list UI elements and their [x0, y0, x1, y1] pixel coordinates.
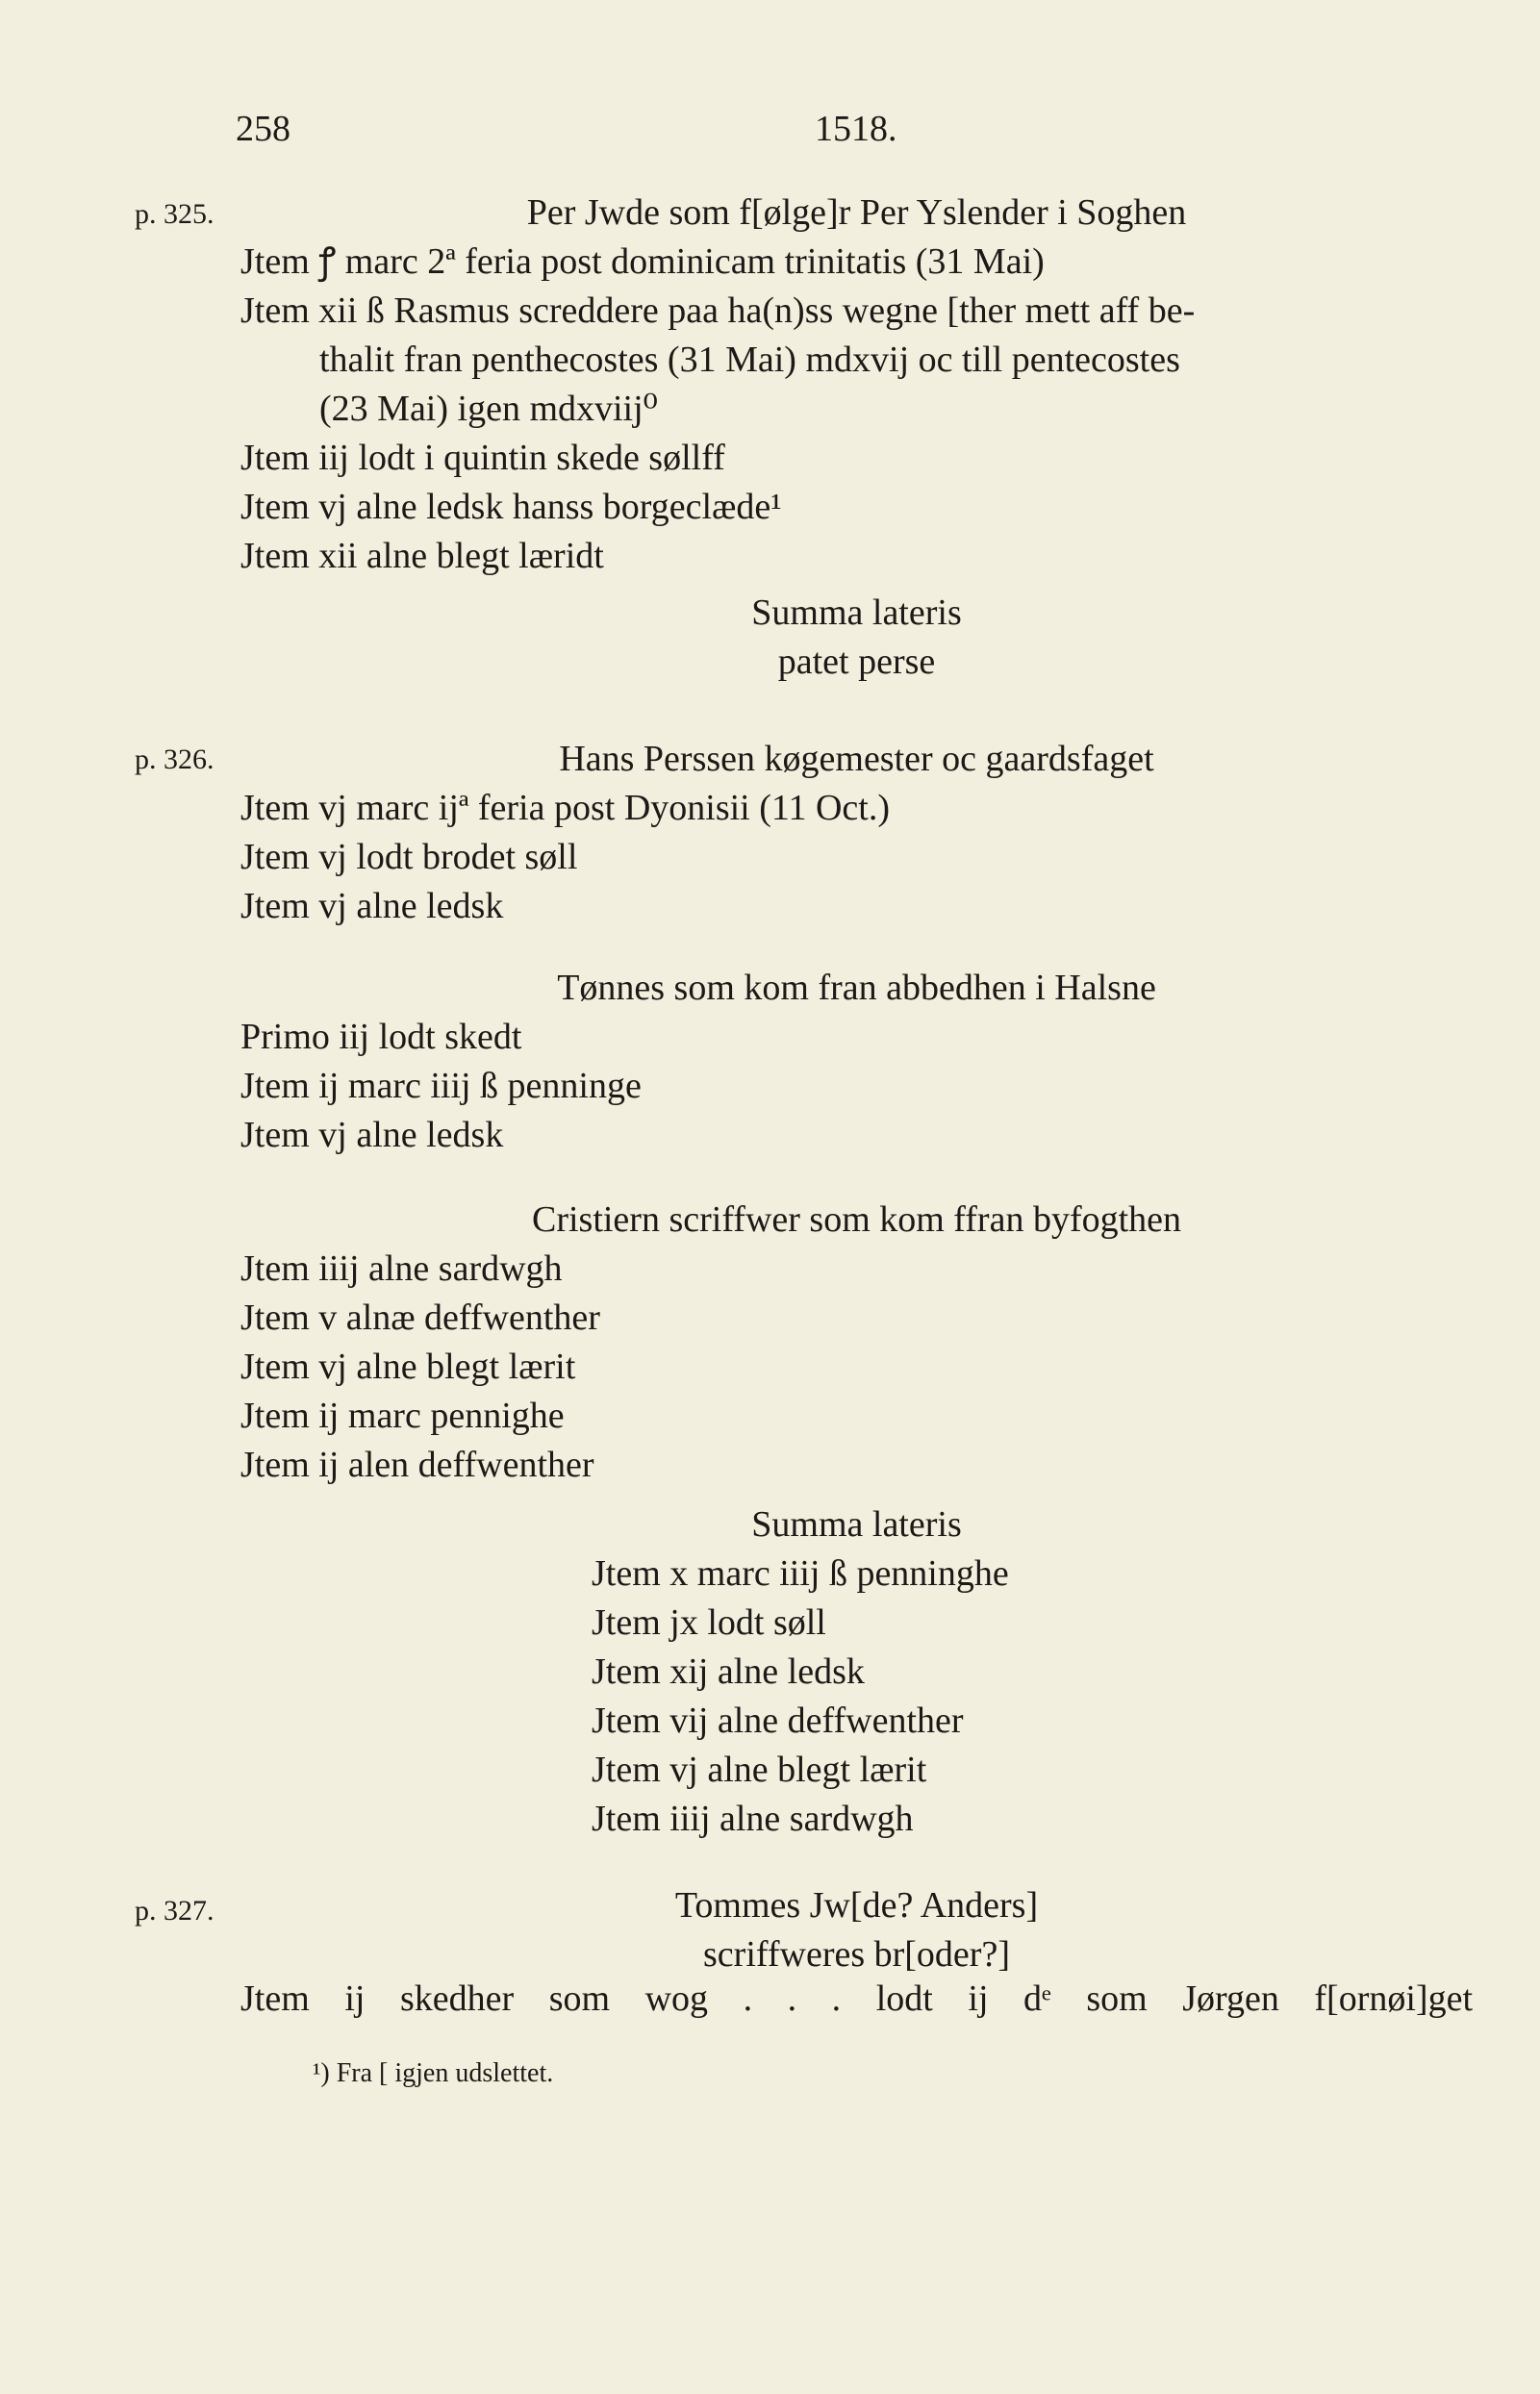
entry-line: Jtem iiij alne sardwgh — [240, 1248, 563, 1289]
summa-line: Jtem x marc iiij ß penninghe — [592, 1553, 1009, 1594]
entry-line: Jtem vj alne ledsk — [240, 886, 504, 926]
margin-ref-325: p. 325. — [135, 198, 215, 230]
page-number: 258 — [236, 109, 290, 149]
entry-line: Jtem vj marc ijª feria post Dyonisii (11 Oct.) — [240, 788, 890, 828]
entry-line: Jtem vj lodt brodet søll — [240, 837, 578, 877]
entry-line: Jtem vj alne blegt lærit — [240, 1347, 576, 1387]
entry-line: Jtem xii ß Rasmus screddere paa ha(n)ss wegne [ther mett aff be- — [240, 290, 1196, 331]
page-header — [0, 108, 1540, 165]
summa-line: Jtem vij alne deffwenther — [592, 1701, 964, 1741]
section-cristiern — [240, 1196, 1473, 1490]
summa-patet: patet perse — [777, 642, 936, 682]
entry-heading: Tønnes som kom fran abbedhen i Halsne — [557, 968, 1156, 1008]
entry-line: Jtem v alnæ deffwenther — [240, 1298, 600, 1338]
summa-lateris: Summa lateris — [751, 1504, 962, 1545]
entry-line: Jtem vj alne ledsk — [240, 1115, 504, 1155]
entry-heading: Cristiern scriffwer som kom ffran byfogthen — [531, 1199, 1182, 1240]
summa-line: Jtem jx lodt søll — [592, 1602, 826, 1643]
entry-line: Jtem ij marc iiij ß penninge — [240, 1066, 642, 1106]
entry-line: Jtem ij marc pennighe — [240, 1396, 565, 1436]
section-summa-2 — [240, 1500, 1473, 1844]
entry-line: (23 Mai) igen mdxviij⁰ — [319, 389, 658, 429]
entry-line: thalit fran penthecostes (31 Mai) mdxvij oc till pentecostes — [319, 340, 1180, 380]
page-year: 1518. — [815, 109, 897, 149]
entry-line: Jtem vj alne ledsk hanss borgeclæde¹ — [240, 487, 782, 527]
entry-heading: Tommes Jw[de? Anders] — [674, 1885, 1039, 1926]
entry-heading: Hans Perssen køgemester oc gaardsfaget — [559, 739, 1154, 779]
entry-line: Jtem ij skedher som wog . . . lodt ij dᵉ som Jørgen f[ornøi]get — [240, 1978, 1473, 2019]
entry-line: Jtem ij alen deffwenther — [240, 1445, 594, 1485]
entry-line: Jtem iij lodt i quintin skede søllff — [240, 438, 725, 478]
entry-heading: Per Jwde som f[ølge]r Per Yslender i Soghen — [526, 192, 1187, 233]
entry-line: Jtem xii alne blegt læridt — [240, 536, 604, 576]
entry-line: Primo iij lodt skedt — [240, 1017, 522, 1057]
summa-lateris: Summa lateris — [751, 592, 962, 633]
summa-line: Jtem xij alne ledsk — [592, 1651, 865, 1692]
summa-line: Jtem iiij alne sardwgh — [592, 1799, 914, 1839]
margin-ref-327: p. 327. — [135, 1895, 215, 1927]
section-per-jwde — [240, 189, 1473, 687]
entry-heading: scriffweres br[oder?] — [703, 1934, 1010, 1975]
entry-line: Jtem ꝭ marc 2ª feria post dominicam trinitatis (31 Mai) — [240, 241, 1045, 282]
summa-line: Jtem vj alne blegt lærit — [592, 1750, 927, 1790]
footnote: ¹) Fra [ igjen udslettet. — [313, 2058, 554, 2088]
section-hans-perssen — [240, 735, 1473, 931]
section-tonnes — [240, 964, 1473, 1160]
margin-ref-326: p. 326. — [135, 743, 215, 775]
section-tommes — [240, 1881, 1473, 1979]
